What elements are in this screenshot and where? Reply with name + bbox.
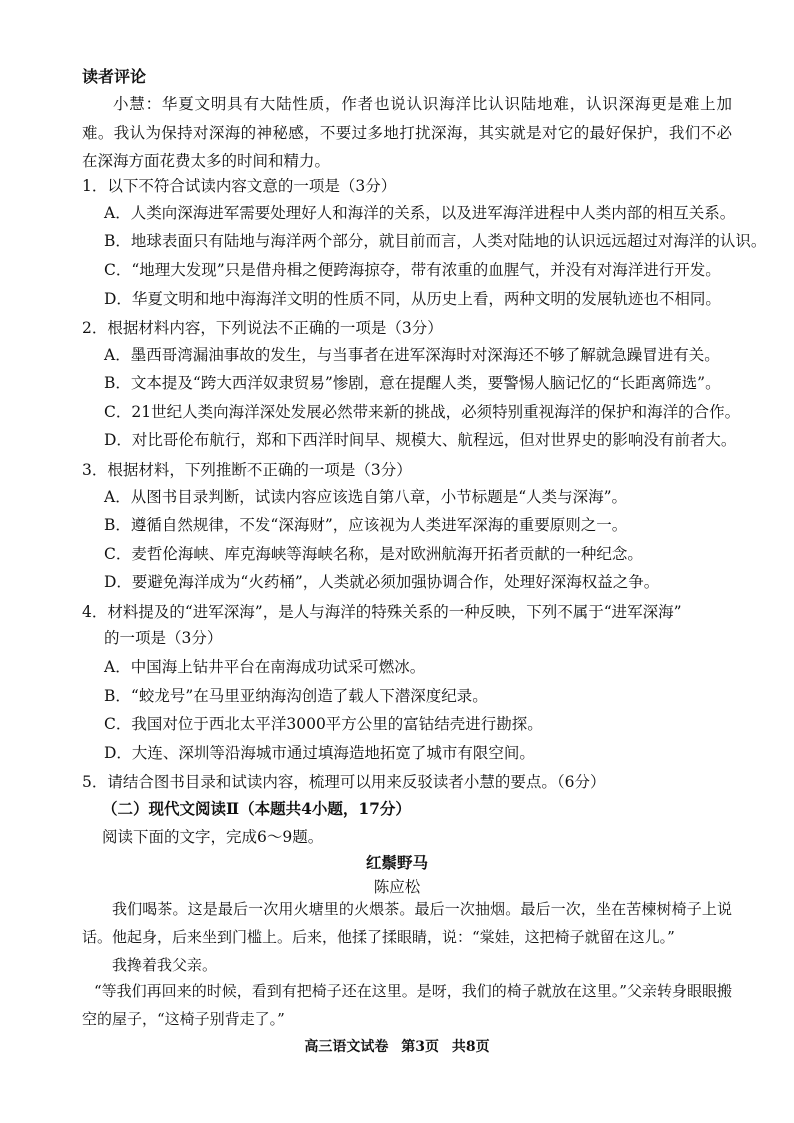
section-2-heading: （二）现代文阅读Ⅱ（本题共4小题，17分） <box>102 799 411 818</box>
question-4-option-c: C．我国对位于西北太平洋3000平方公里的富钴结壳进行勘探。 <box>104 715 543 733</box>
story-author: 陈应松 <box>373 878 421 896</box>
story-paragraph-1: 我们喝茶。这是最后一次用火塘里的火煨茶。最后一次抽烟。最后一次，坐在苦楝树椅子上说话。他起身，后来坐到门槛上。后来，他揉了揉眼睛，说：“棠娃，这把椅子就留在这儿。” <box>82 900 732 946</box>
question-3-option-b: B．遵循自然规律，不发“深海财”，应该视为人类进军深海的重要原则之一。 <box>104 516 628 534</box>
question-3-stem: 3．根据材料，下列推断不正确的一项是（3分） <box>82 461 412 479</box>
question-1-stem: 1．以下不符合试读内容文意的一项是（3分） <box>82 177 397 195</box>
story-title: 红鬃野马 <box>365 853 428 872</box>
question-4-option-b: B．“蛟龙号”在马里亚纳海沟创造了载人下潜深度纪录。 <box>104 687 488 705</box>
question-1-option-c: C．“地理大发现”只是借舟楫之便跨海掠夺，带有浓重的血腥气，并没有对海洋进行开发。 <box>104 261 721 279</box>
question-1-option-d: D．华夏文明和地中海海洋文明的性质不同，从历史上看，两种文明的发展轨迹也不相同。 <box>104 290 721 308</box>
question-1-option-a: A．人类向深海进军需要处理好人和海洋的关系，以及进军海洋进程中人类内部的相互关系。 <box>104 204 736 222</box>
story-paragraph-3: “等我们再回来的时候，看到有把椅子还在这里。是呀，我们的椅子就放在这里。”父亲转身眼眼搬空的屋子，“这椅子别背走了。” <box>82 982 732 1028</box>
question-2-option-d: D．对比哥伦布航行，郑和下西洋时间早、规模大、航程远，但对世界史的影响没有前者大。 <box>104 431 737 449</box>
question-2-option-a: A．墨西哥湾漏油事故的发生，与当事者在进军深海时对深海还不够了解就急躁冒进有关。 <box>104 346 720 364</box>
question-4-option-d: D．大连、深圳等沿海城市通过填海造地拓宽了城市有限空间。 <box>104 744 535 762</box>
question-3-option-a: A．从图书目录判断，试读内容应该选自第八章，小节标题是“人类与深海”。 <box>104 488 628 506</box>
section-2-instruction: 阅读下面的文字，完成6～9题。 <box>102 828 324 846</box>
reader-comment: 小慧：华夏文明具有大陆性质，作者也说认识海洋比认识陆地难，认识深海更是难上加难。我认为保持对深海的神秘感，不要过多地打扰深海，其实就是对它的最好保护，我们不必在深海方面花费太多的时间和精力。 <box>82 95 732 170</box>
question-2-option-b: B．文本提及“跨大西洋奴隶贸易”惨剧，意在提醒人类，要警惕人脑记忆的“长距离筛选”。 <box>104 374 721 392</box>
question-4-option-a: A．中国海上钻井平台在南海成功试采可燃冰。 <box>104 658 426 676</box>
question-4-stem-line-1: 4．材料提及的“进军深海”，是人与海洋的特殊关系的一种反映，下列不属于“进军深海” <box>82 603 682 621</box>
footer-total-pages: 共8页 <box>451 1039 490 1055</box>
question-4-stem-line-2: 的一项是（3分） <box>104 629 223 647</box>
question-2-stem: 2．根据材料内容，下列说法不正确的一项是（3分） <box>82 319 443 337</box>
question-2-option-c: C．21世纪人类向海洋深处发展必然带来新的挑战，必须特别重视海洋的保护和海洋的合作。 <box>104 403 741 421</box>
footer-page-number: 第3页 <box>401 1039 439 1055</box>
review-heading: 读者评论 <box>82 67 147 86</box>
story-paragraph-2: 我搀着我父亲。 <box>112 956 218 974</box>
question-5-stem: 5．请结合图书目录和试读内容，梳理可以用来反驳读者小慧的要点。（6分） <box>82 773 606 791</box>
page-footer <box>0 1036 794 1056</box>
footer-exam-name: 高三语文试卷 <box>304 1039 389 1055</box>
question-1-option-b: B．地球表面只有陆地与海洋两个部分，就目前而言，人类对陆地的认识远远超过对海洋的认识。 <box>104 232 767 250</box>
question-3-option-d: D．要避免海洋成为“火药桶”，人类就必须加强协调合作，处理好深海权益之争。 <box>104 573 660 591</box>
question-3-option-c: C．麦哲伦海峡、库克海峡等海峡名称，是对欧洲航海开拓者贡献的一种纪念。 <box>104 545 643 563</box>
